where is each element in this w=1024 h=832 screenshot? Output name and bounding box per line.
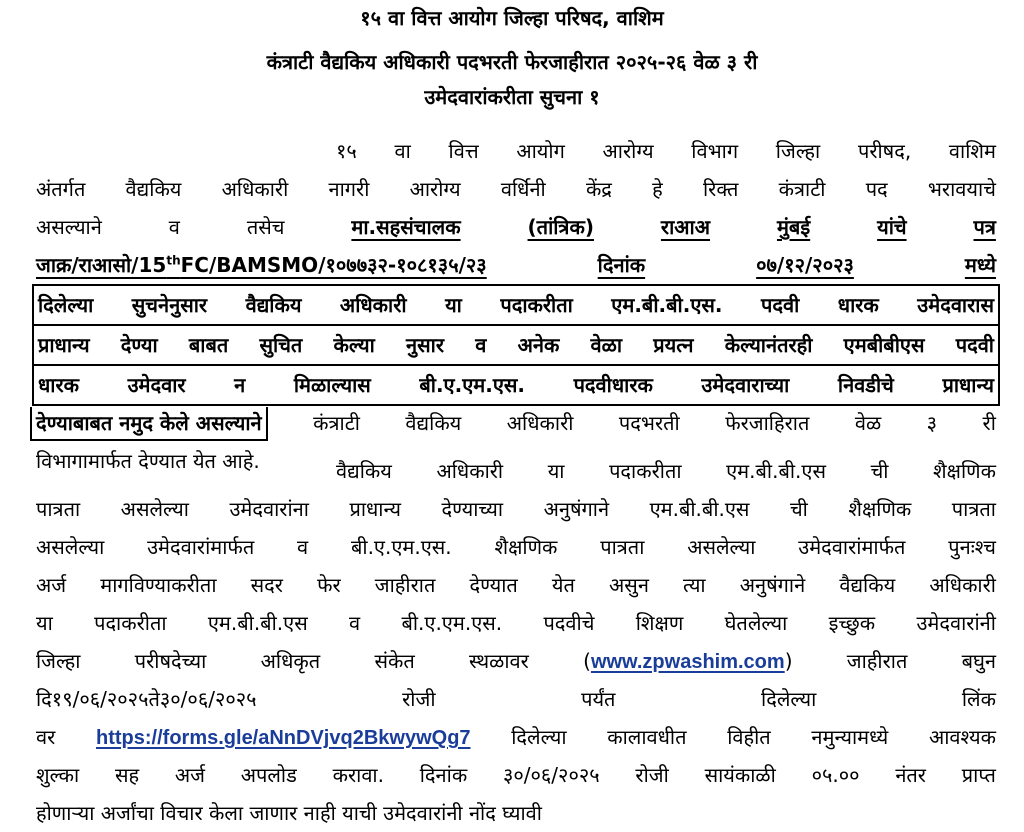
word: पात्रता [36, 497, 81, 521]
word: नमुन्यामध्ये [811, 725, 889, 749]
word: री [982, 411, 996, 435]
word: पदाकरीता [609, 459, 682, 483]
word: अर्ज [174, 763, 205, 787]
word: वैद्यकिय [405, 411, 462, 435]
reference-part: FC/BAMSMO/१०७७३२-१०८१३५/२३ [180, 253, 487, 277]
word: या [547, 459, 565, 483]
word: बी.ए.एम.एस. [401, 611, 503, 635]
word: अर्ज [36, 573, 67, 597]
paragraph-2 [36, 452, 996, 832]
word: सदर [250, 573, 283, 597]
word: बी.ए.एम.एस. [350, 535, 452, 559]
word: रोजी [635, 763, 669, 787]
word: केंद्र [585, 177, 612, 201]
word: वाशिम [948, 139, 996, 163]
word: नंतर [895, 763, 926, 787]
word: प्राधान्य [349, 497, 401, 521]
word: करावा. [332, 763, 384, 787]
reference-number [36, 246, 487, 284]
word: ची [870, 459, 889, 483]
word: पुनःश्च [948, 535, 996, 559]
word: एम.बी.बी.एस [207, 611, 308, 635]
word: घेतलेल्या [724, 611, 788, 635]
word: उमेदवारांमार्फत [147, 535, 255, 559]
word: नागरी [328, 177, 370, 201]
word: अपलोड [240, 763, 297, 787]
website-link-group [583, 642, 792, 681]
word: परीषद, [857, 139, 912, 163]
reference-part: जाक्र/राआसो/15 [36, 253, 167, 277]
word: वा [394, 139, 411, 163]
p2-line-10: होणाऱ्या अर्जांचा विचार केला जाणार नाही याची उमेदवारांनी नोंद घ्यावी [36, 801, 542, 825]
p2-line-2 [36, 490, 996, 528]
paren: ) [784, 649, 793, 673]
word: देण्याच्या [441, 497, 504, 521]
word: पदवीचे [543, 611, 595, 635]
word: मागविण्याकरीता [100, 573, 217, 597]
word: दिनांक [597, 253, 646, 277]
reference-superscript: th [166, 253, 181, 268]
word: पात्रता [600, 535, 645, 559]
word: अधिकारी [929, 573, 996, 597]
time: ०५.०० [811, 763, 860, 787]
p2-line-6 [36, 642, 996, 680]
word: मध्ये [964, 253, 996, 277]
header-notice-title: उमेदवारांकरीता सुचना १ [424, 85, 600, 109]
paren: ( [583, 649, 591, 673]
word: पदाकरीता [94, 611, 167, 635]
word: अधिकारी [221, 177, 289, 201]
word: वेळ [854, 411, 882, 435]
word: वर [36, 725, 56, 749]
p2-line-4 [36, 566, 996, 604]
word: ३ [926, 411, 938, 435]
header-office-title: १५ वा वित्त आयोग जिल्हा परिषद, वाशिम [360, 6, 664, 30]
word: परीषदेच्या [134, 649, 207, 673]
word: फेरजाहिरात [725, 411, 810, 435]
highlighted-phrase: देण्याबाबत नमुद केले असल्याने [30, 407, 268, 441]
boxed-highlight [32, 284, 1000, 406]
word: बघुन [961, 649, 996, 673]
highlighted-word: मा.सहसंचालक [351, 215, 461, 239]
word: अधिकारी [506, 411, 574, 435]
word: उमेदवारांनी [916, 611, 996, 635]
word: शुल्का [36, 763, 80, 787]
word: विहीत [727, 725, 771, 749]
word: उमेदवारांना [229, 497, 309, 521]
word: आयोग [516, 139, 565, 163]
p1-line-9: विभागामार्फत देण्यात येत आहे. [36, 449, 260, 473]
p1-line-3 [36, 208, 996, 246]
word: अधिकारी [436, 459, 504, 483]
p2-line-7 [36, 680, 996, 718]
p2-line-5 [36, 604, 996, 642]
word: येत [551, 573, 575, 597]
p1-line-1 [36, 132, 996, 170]
word: जाहीरात [374, 573, 436, 597]
word: ची [789, 497, 808, 521]
word: शिक्षण [635, 611, 684, 635]
word: कंत्राटी [778, 177, 826, 201]
word: जाहीरात [846, 649, 908, 673]
word: शैक्षणिक [933, 459, 996, 483]
word: जिल्हा [775, 139, 821, 163]
word: व [297, 535, 309, 559]
p1-line-5: दिलेल्या सुचनेनुसार वैद्यकिय अधिकारी या पदाकरीता एम.बी.बी.एस. पदवी धारक उमेदवारास [38, 293, 994, 317]
word: अधिकृत [260, 649, 321, 673]
word: इच्छुक [828, 611, 876, 635]
word: एम.बी.बी.एस [726, 459, 826, 483]
word: व [168, 215, 180, 239]
highlighted-word: पत्र [973, 215, 996, 239]
p1-line-4 [36, 246, 996, 284]
word: लिंक [961, 687, 996, 711]
word: त्या [683, 573, 706, 597]
word: आरोग्य [602, 139, 654, 163]
word: देण्यात [469, 573, 518, 597]
word: वित्त [448, 139, 479, 163]
p1-line-8 [36, 404, 996, 442]
p1-line-6: प्राधान्य देण्या बाबत सुचित केल्या नुसार व अनेक वेळा प्रयत्न केल्यानंतरही एमबीबीएस पदवी [34, 324, 998, 364]
word: दिनांक [419, 763, 468, 787]
word: स्थळावर [469, 649, 529, 673]
word: अनुषंगाने [543, 497, 610, 521]
word: हे [652, 177, 663, 201]
word: वैद्यकिय [839, 573, 896, 597]
word: विभाग [691, 139, 739, 163]
word: आरोग्य [409, 177, 461, 201]
word: कालावधीत [607, 725, 687, 749]
word: प्राप्त [961, 763, 996, 787]
p2-line-9 [36, 756, 996, 794]
highlighted-word: राआअ [660, 215, 711, 239]
word: दिलेल्या [761, 687, 817, 711]
word: वैद्यकिय [125, 177, 182, 201]
word: असुन [609, 573, 649, 597]
word: रिक्त [702, 177, 739, 201]
word: असल्याने [36, 215, 102, 239]
date: ०७/१२/२०२३ [756, 253, 854, 277]
word: शैक्षणिक [848, 497, 912, 521]
website-link[interactable]: www.zpwashim.com [590, 651, 785, 673]
word: भरावयाचे [927, 177, 996, 201]
word: फेर [317, 573, 341, 597]
word: पात्रता [951, 497, 996, 521]
p2-line-8 [36, 718, 996, 756]
word: दिलेल्या [511, 725, 567, 749]
date: ३०/०६/२०२५ [502, 763, 600, 787]
highlighted-word: (तांत्रिक) [527, 215, 594, 239]
word: संकेत [374, 649, 415, 673]
google-form-link[interactable]: https://forms.gle/aNnDVjvq2BkwywQg7 [96, 727, 471, 749]
word: अनुषंगाने [739, 573, 806, 597]
word: आवश्यक [928, 725, 996, 749]
date-range: दि१९/०६/२०२५ते३०/०६/२०२५ [36, 687, 257, 711]
word: वैद्यकिय [336, 459, 392, 483]
word: असलेल्या [120, 497, 189, 521]
word: तसेच [246, 215, 285, 239]
p1-line-2 [36, 170, 996, 208]
header-recruitment-title: कंत्राटी वैद्यकिय अधिकारी पदभरती फेरजाहीरात २०२५-२६ वेळ ३ री [266, 50, 758, 74]
highlighted-word: यांचे [877, 215, 907, 239]
highlighted-word: मुंबई [776, 215, 811, 239]
word: रोजी [402, 687, 436, 711]
word: असलेल्या [687, 535, 756, 559]
p1-line-7: धारक उमेदवार न मिळाल्यास बी.ए.एम.एस. पदवीधारक उमेदवाराच्या निवडीचे प्राधान्य [34, 364, 998, 404]
word: जिल्हा [36, 649, 81, 673]
word: या [36, 611, 53, 635]
word: पर्यंत [581, 687, 616, 711]
word: असलेल्या [36, 535, 105, 559]
p2-line-3 [36, 528, 996, 566]
paragraph-1 [36, 132, 996, 480]
word: सायंकाळी [704, 763, 776, 787]
p2-line-1 [36, 452, 996, 490]
word: सह [114, 763, 140, 787]
word: अंतर्गत [36, 177, 86, 201]
word: पद [865, 177, 888, 201]
word: वर्धिनी [500, 177, 546, 201]
word: कंत्राटी [313, 411, 360, 435]
word: व [349, 611, 361, 635]
word: पदभरती [618, 411, 680, 435]
word: १५ [336, 139, 357, 163]
word: शैक्षणिक [494, 535, 558, 559]
word: उमेदवारांमार्फत [798, 535, 906, 559]
word: एम.बी.बी.एस [649, 497, 750, 521]
